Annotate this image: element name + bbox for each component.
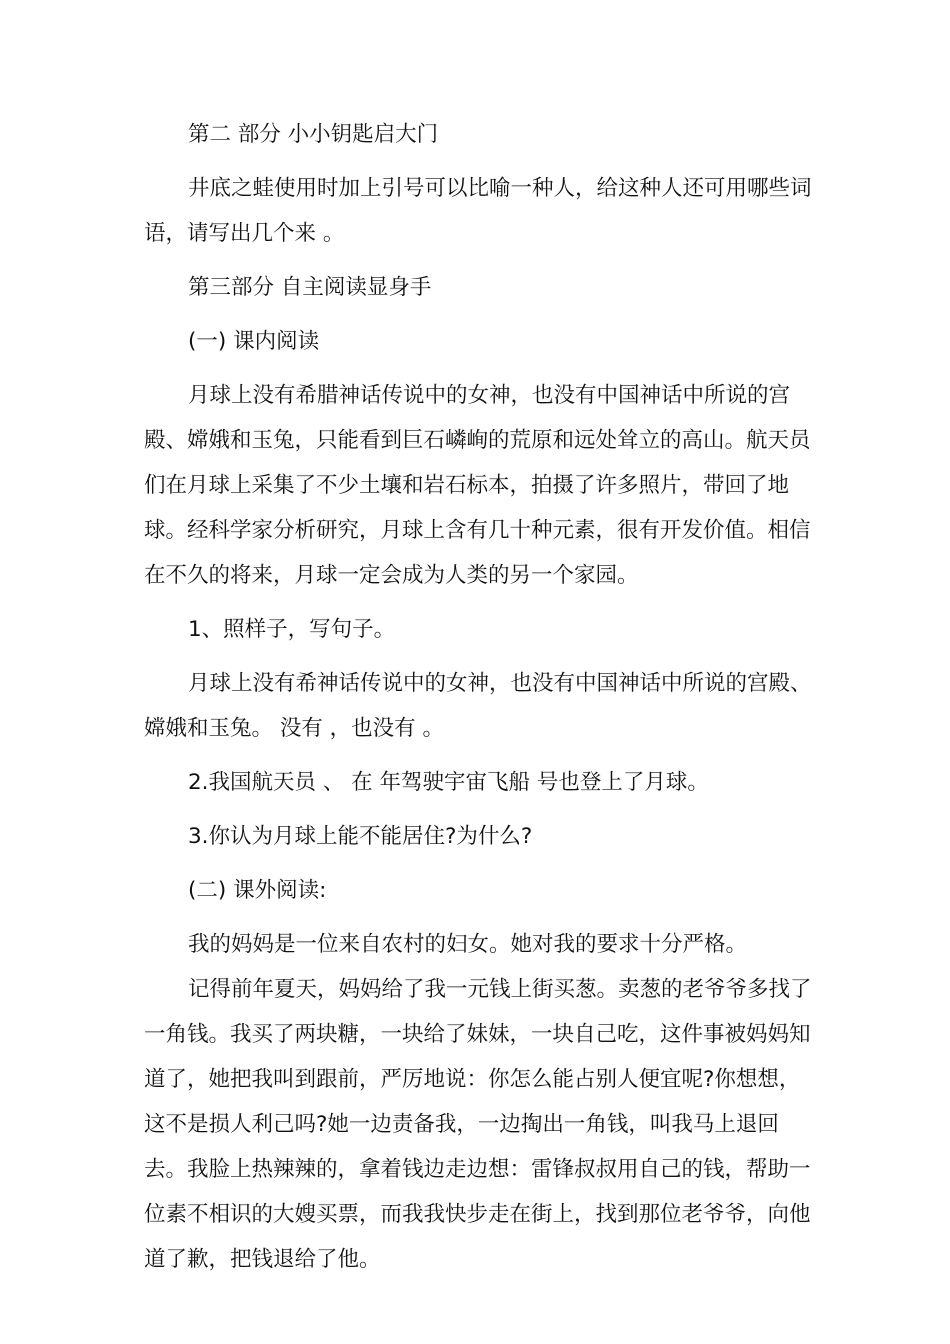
part3-title: 第三部分 自主阅读显身手: [188, 275, 432, 300]
question-1: 1、照样子，写句子。: [188, 617, 396, 642]
question-1-example: 月球上没有希神话传说中的女神，也没有中国神话中所说的宫殿、嫦娥和玉兔。 没有 ，也没有 。: [144, 671, 812, 741]
reading2-paragraph-2: 记得前年夏天，妈妈给了我一元钱上街买葱。卖葱的老爷爷多找了一角钱。我买了两块糖，一块给了妹妹，一块自己吃，这件事被妈妈知道了，她把我叫到跟前，严厉地说：你怎么能占别人便宜呢?你想想，这不是损人利己吗?她一边责备我，一边掏出一角钱，叫我马上退回去。我脸上热辣辣的，拿着钱边走边想：雷锋叔叔用自己的钱，帮助一位素不相识的大嫂买票，而我我快步走在街上，找到那位老爷爷，向他道了歉，把钱退给了他。: [144, 977, 812, 1272]
reading2-title: (二) 课外阅读:: [188, 878, 327, 903]
reading1-title: (一) 课内阅读: [188, 329, 320, 354]
reading2-paragraph-1: 我的妈妈是一位来自农村的妇女。她对我的要求十分严格。: [188, 932, 748, 957]
part2-question: 井底之蛙使用时加上引号可以比喻一种人，给这种人还可用哪些词语，请写出几个来 。: [144, 176, 812, 246]
question-3: 3.你认为月球上能不能居住?为什么?: [188, 824, 533, 849]
reading1-passage: 月球上没有希腊神话传说中的女神，也没有中国神话中所说的宫殿、嫦娥和玉兔，只能看到巨石嶙峋的荒原和远处耸立的高山。航天员们在月球上采集了不少土壤和岩石标本，拍摄了许多照片，带回了地球。经科学家分析研究，月球上含有几十种元素，很有开发价值。相信在不久的将来，月球一定会成为人类的另一个家园。: [144, 383, 811, 588]
document-body: [144, 112, 814, 1282]
question-2: 2.我国航天员 、 在 年驾驶宇宙飞船 号也登上了月球。: [188, 770, 709, 795]
part2-title: 第二 部分 小小钥匙启大门: [188, 122, 439, 147]
